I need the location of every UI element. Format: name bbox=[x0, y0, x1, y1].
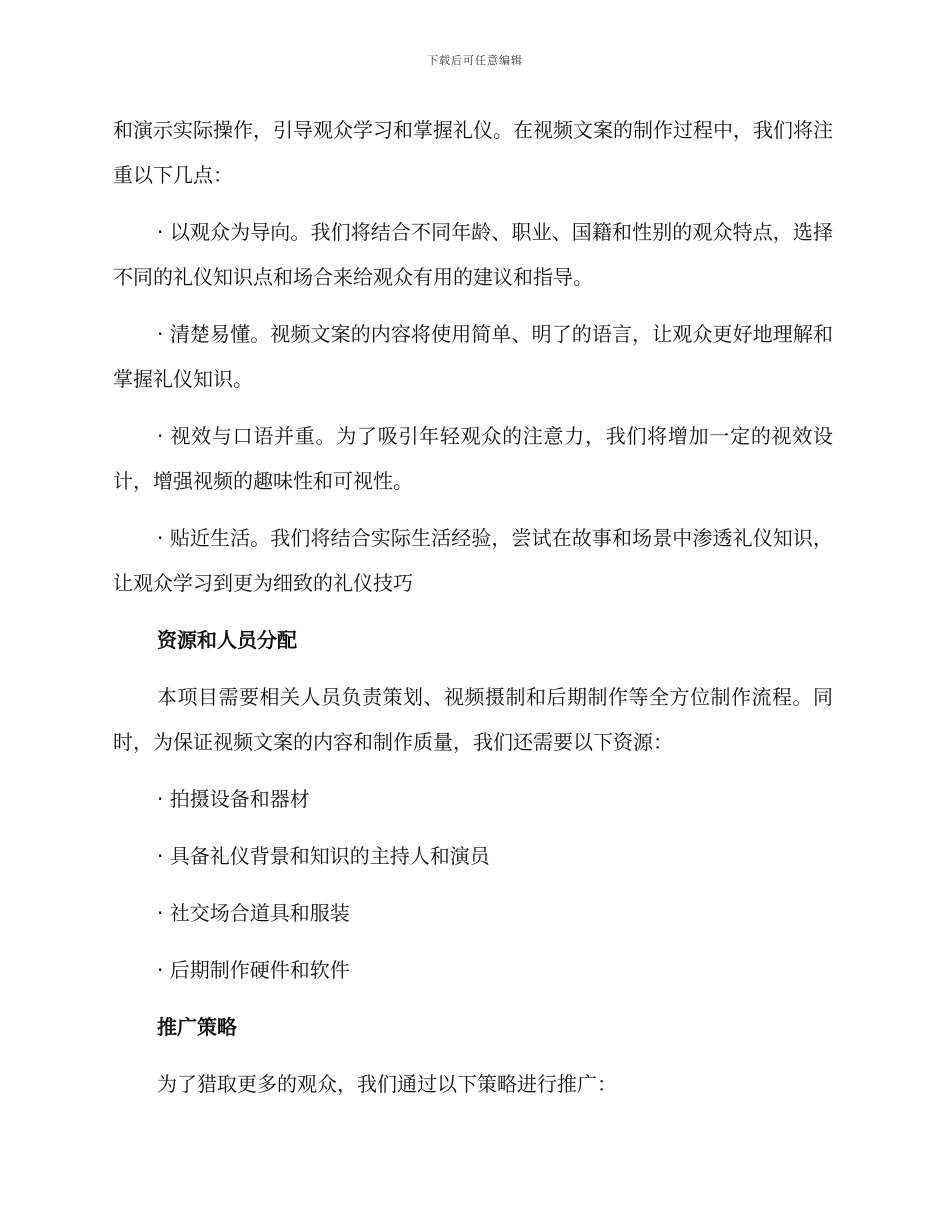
bullet-visual-and-speech: · 视效与口语并重。为了吸引年轻观众的注意力，我们将增加一定的视效设计，增强视频的趣味性和可视性。 bbox=[113, 424, 833, 493]
paragraph-promotion: 为了猎取更多的观众，我们通过以下策略进行推广： bbox=[157, 1072, 617, 1096]
bullet-audience-oriented: · 以观众为导向。我们将结合不同年龄、职业、国籍和性别的观众特点，选择不同的礼仪知识点和场合来给观众有用的建议和指导。 bbox=[113, 220, 833, 289]
section-heading-resources: 资源和人员分配 bbox=[157, 628, 297, 652]
paragraph-resources: 本项目需要相关人员负责策划、视频摄制和后期制作等全方位制作流程。同时，为保证视频文案的内容和制作质量，我们还需要以下资源： bbox=[113, 685, 833, 754]
bullet-post-production: · 后期制作硬件和软件 bbox=[157, 958, 350, 982]
document-body bbox=[113, 108, 833, 1107]
paragraph-continuation: 和演示实际操作，引导观众学习和掌握礼仪。在视频文案的制作过程中，我们将注重以下几点： bbox=[113, 118, 833, 187]
page-header: 下载后可任意编辑 bbox=[427, 54, 523, 67]
bullet-props-costumes: · 社交场合道具和服装 bbox=[157, 901, 350, 925]
bullet-close-to-life: · 贴近生活。我们将结合实际生活经验，尝试在故事和场景中渗透礼仪知识，让观众学习到更为细致的礼仪技巧 bbox=[113, 526, 833, 595]
bullet-hosts-actors: · 具备礼仪背景和知识的主持人和演员 bbox=[157, 844, 490, 868]
section-heading-promotion: 推广策略 bbox=[157, 1015, 237, 1039]
bullet-equipment: · 拍摄设备和器材 bbox=[157, 787, 310, 811]
bullet-easy-to-understand: · 清楚易懂。视频文案的内容将使用简单、明了的语言，让观众更好地理解和掌握礼仪知识。 bbox=[113, 322, 833, 391]
